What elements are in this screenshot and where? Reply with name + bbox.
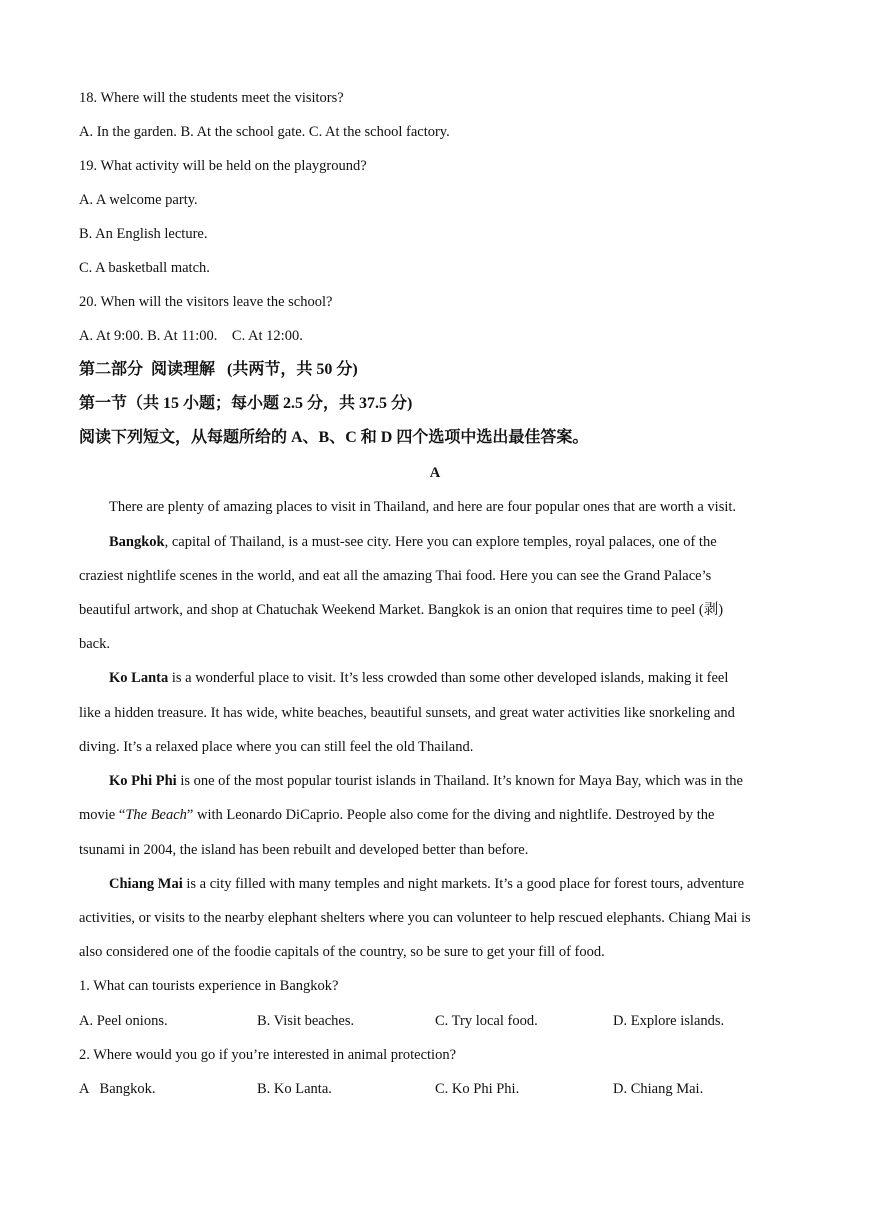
q18-options: A. In the garden. B. At the school gate. C. At the school factory. — [79, 124, 450, 140]
chiang-mai-paragraph-line1: Chiang Mai is a city filled with many temples and night markets. It’s a good place for forest tours, adventure — [109, 876, 745, 892]
q1-option-b: B. Visit beaches. — [257, 1013, 355, 1029]
q19-option-c: C. A basketball match. — [79, 260, 210, 276]
bangkok-name: Bangkok — [109, 534, 165, 550]
ko-phi-phi-name: Ko Phi Phi — [109, 773, 177, 789]
section-title: 第一节（共 15 小题；每小题 2.5 分，共 37.5 分) — [79, 395, 413, 412]
q19-option-b: B. An English lecture. — [79, 226, 208, 242]
part-title: 第二部分 阅读理解 (共两节，共 50 分) — [79, 361, 358, 378]
ko-lanta-name: Ko Lanta — [109, 670, 169, 686]
ko-lanta-paragraph-line3: diving. It’s a relaxed place where you can still feel the old Thailand. — [79, 739, 474, 755]
ko-phi-phi-paragraph-line3: tsunami in 2004, the island has been rebuilt and developed better than before. — [79, 842, 529, 858]
q19-option-a: A. A welcome party. — [79, 192, 198, 208]
q18-stem: 18. Where will the students meet the visitors? — [79, 90, 344, 106]
q19-stem: 19. What activity will be held on the playground? — [79, 158, 367, 174]
chiang-mai-name: Chiang Mai — [109, 876, 183, 892]
passage-label: A — [429, 465, 441, 481]
q2-option-b: B. Ko Lanta. — [257, 1081, 332, 1097]
bangkok-paragraph-line2: craziest nightlife scenes in the world, and eat all the amazing Thai food. Here you can see the Grand Palace’s — [79, 568, 712, 584]
bangkok-paragraph-line4: back. — [79, 636, 110, 652]
ko-phi-phi-paragraph-line1: Ko Phi Phi is one of the most popular tourist islands in Thailand. It’s known for Maya Bay, which was in the — [109, 773, 743, 789]
q2-option-a: A Bangkok. — [79, 1081, 156, 1097]
q2-option-c: C. Ko Phi Phi. — [435, 1081, 520, 1097]
q2-option-d: D. Chiang Mai. — [613, 1081, 704, 1097]
ko-phi-phi-paragraph-line2: movie “The Beach” with Leonardo DiCaprio. People also come for the diving and nightlife. Destroyed by the — [79, 807, 715, 823]
chiang-mai-paragraph-line3: also considered one of the foodie capitals of the country, so be sure to get your fill of food. — [79, 944, 605, 960]
q1-stem: 1. What can tourists experience in Bangkok? — [79, 978, 339, 994]
q2-stem: 2. Where would you go if you’re interested in animal protection? — [79, 1047, 457, 1063]
passage-intro: There are plenty of amazing places to visit in Thailand, and here are four popular ones that are worth a visit. — [109, 499, 737, 515]
bangkok-paragraph-line1: Bangkok, capital of Thailand, is a must-see city. Here you can explore temples, royal palaces, one of the — [109, 534, 717, 550]
ko-lanta-paragraph-line2: like a hidden treasure. It has wide, white beaches, beautiful sunsets, and great water activities like snorkeling and — [79, 705, 735, 721]
q1-option-d: D. Explore islands. — [613, 1013, 725, 1029]
chiang-mai-paragraph-line2: activities, or visits to the nearby elephant shelters where you can volunteer to help rescued elephants. Chiang Mai is — [79, 910, 751, 926]
q1-option-a: A. Peel onions. — [79, 1013, 168, 1029]
movie-title: The Beach — [125, 807, 187, 823]
q20-options: A. At 9:00. B. At 11:00. C. At 12:00. — [79, 328, 303, 344]
ko-lanta-paragraph-line1: Ko Lanta is a wonderful place to visit. It’s less crowded than some other developed islands, making it feel — [109, 670, 729, 686]
instruction: 阅读下列短文，从每题所给的 A、B、C 和 D 四个选项中选出最佳答案。 — [79, 429, 589, 446]
q1-option-c: C. Try local food. — [435, 1013, 538, 1029]
bangkok-paragraph-line3: beautiful artwork, and shop at Chatuchak Weekend Market. Bangkok is an onion that requires time to peel (剥) — [79, 602, 724, 618]
q20-stem: 20. When will the visitors leave the school? — [79, 294, 333, 310]
